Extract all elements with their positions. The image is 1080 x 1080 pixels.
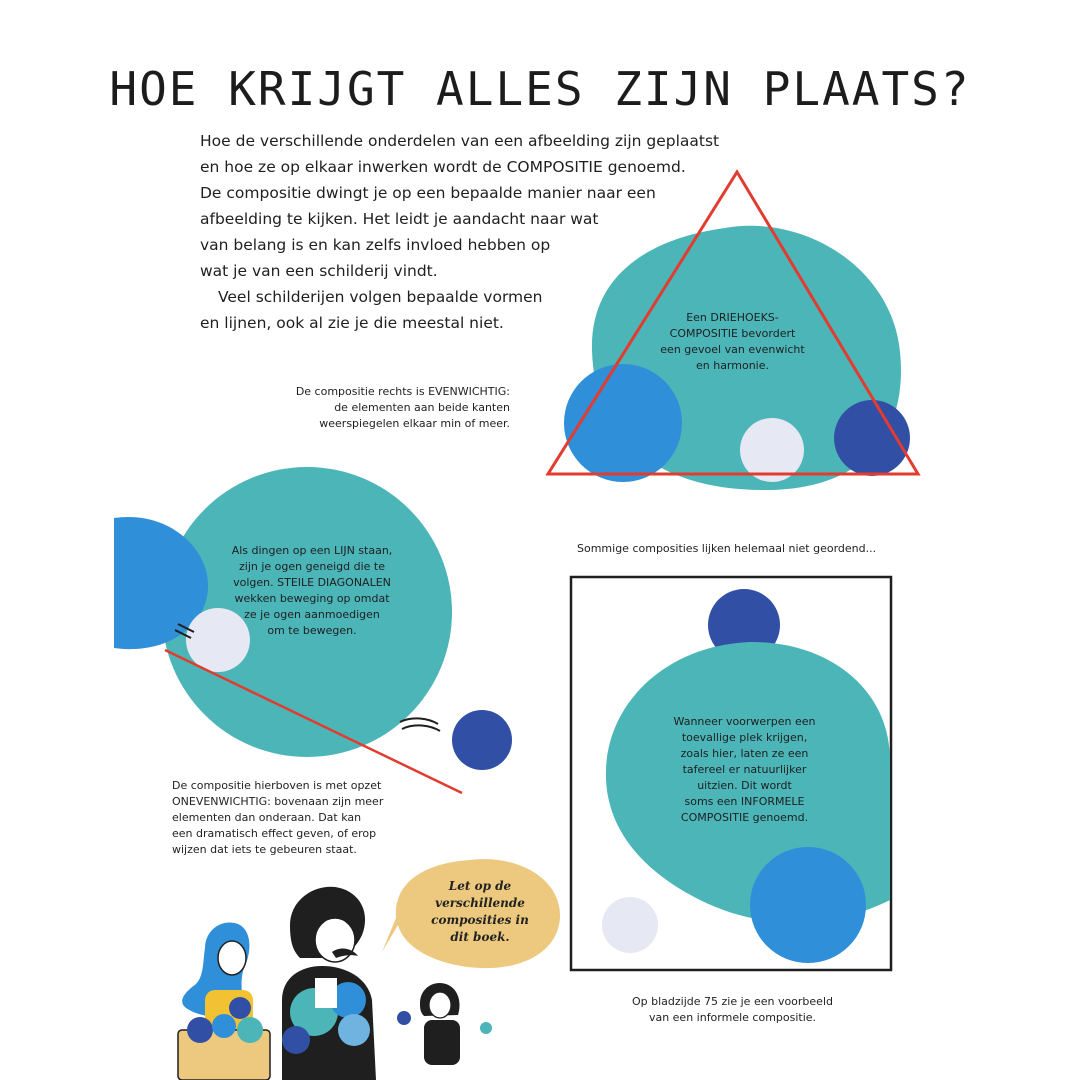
line-label bbox=[222, 543, 402, 639]
caption-line: de elementen aan beide kanten bbox=[334, 401, 510, 414]
informal-text-line: Wanneer voorwerpen een bbox=[673, 715, 816, 728]
line-text-line: wekken beweging op omdat bbox=[234, 592, 390, 605]
blue-circle-bottom-right bbox=[750, 847, 866, 963]
caption-line: De compositie rechts is EVENWICHTIG: bbox=[295, 385, 510, 398]
caption-line: De compositie hierboven is met opzet bbox=[172, 779, 382, 792]
intro-line: afbeelding te kijken. Het leidt je aandacht naar wat bbox=[200, 210, 599, 228]
caption-line: weerspiegelen elkaar min of meer. bbox=[319, 417, 510, 430]
blue-circle-left bbox=[564, 364, 682, 482]
intro-line: van belang is en kan zelfs invloed hebben op bbox=[200, 236, 551, 254]
speech-line: dit boek. bbox=[450, 930, 510, 944]
balanced-caption bbox=[270, 384, 510, 432]
speech-line: verschillende bbox=[435, 896, 525, 910]
triangle-text-line: COMPOSITIE bevordert bbox=[669, 327, 796, 340]
intro-line: wat je van een schilderij vindt. bbox=[200, 262, 438, 280]
line-text-line: Als dingen op een LIJN staan, bbox=[231, 544, 393, 557]
informal-text-line: soms een INFORMELE bbox=[684, 795, 805, 808]
triangle-text-line: een gevoel van evenwicht bbox=[660, 343, 805, 356]
line-text-line: ze je ogen aanmoedigen bbox=[244, 608, 380, 621]
box-ball-3 bbox=[237, 1017, 263, 1043]
line-text-line: volgen. STEILE DIAGONALEN bbox=[233, 576, 391, 589]
lavender-circle-middle bbox=[740, 418, 804, 482]
intro-paragraph bbox=[200, 128, 800, 336]
caption-line: een dramatisch effect geven, of erop bbox=[172, 827, 377, 840]
caption-line: Op bladzijde 75 zie je een voorbeeld bbox=[632, 995, 833, 1008]
motion-lines-lower bbox=[400, 718, 440, 731]
box-ball-1 bbox=[187, 1017, 213, 1043]
navy-circle-lower bbox=[452, 710, 512, 770]
intro-line: De compositie dwingt je op een bepaalde manier naar een bbox=[200, 184, 656, 202]
line-text-line: zijn je ogen geneigd die te bbox=[238, 560, 385, 573]
man-ball-4 bbox=[282, 1026, 310, 1054]
triangle-text-line: en harmonie. bbox=[695, 359, 769, 372]
page-title: HOE KRIJGT ALLES ZIJN PLAATS? bbox=[109, 62, 971, 116]
caption-line: wijzen dat iets te gebeuren staat. bbox=[172, 843, 357, 856]
intro-line: Veel schilderijen volgen bepaalde vormen bbox=[218, 288, 543, 306]
child-face bbox=[429, 992, 451, 1018]
child-body bbox=[424, 1020, 460, 1065]
informal-text-line: toevallige plek krijgen, bbox=[681, 731, 808, 744]
man-ball-3 bbox=[338, 1014, 370, 1046]
triangle-text-line: Een DRIEHOEKS- bbox=[686, 311, 779, 324]
speech-line: composities in bbox=[431, 913, 529, 927]
informal-text-line: uitzien. Dit wordt bbox=[697, 779, 792, 792]
informal-text-line: COMPOSITIE genoemd. bbox=[680, 811, 809, 824]
caption-line: van een informele compositie. bbox=[648, 1011, 817, 1024]
informal-text-line: zoals hier, laten ze een bbox=[680, 747, 809, 760]
lavender-circle-bottom-left bbox=[602, 897, 658, 953]
man-shirt bbox=[315, 978, 337, 1008]
box-ball-4 bbox=[229, 997, 251, 1019]
unbalanced-caption bbox=[172, 778, 402, 858]
caption-line: elementen dan onderaan. Dat kan bbox=[172, 811, 362, 824]
informal-caption bbox=[620, 994, 845, 1026]
informal-intro: Sommige composities lijken helemaal niet geordend... bbox=[577, 542, 877, 555]
speech-bubble-text bbox=[410, 878, 550, 946]
caption-line: ONEVENWICHTIG: bovenaan zijn meer bbox=[172, 795, 384, 808]
girl-face bbox=[218, 941, 246, 975]
informal-label bbox=[662, 714, 827, 826]
triangle-label bbox=[655, 310, 810, 374]
intro-line: Hoe de verschillende onderdelen van een afbeelding zijn geplaatst bbox=[200, 132, 720, 150]
speech-line: Let op de bbox=[448, 879, 512, 893]
child-ball-left bbox=[397, 1011, 411, 1025]
box-ball-2 bbox=[212, 1014, 236, 1038]
line-text-line: om te bewegen. bbox=[267, 624, 357, 637]
informal-text-line: tafereel er natuurlijker bbox=[682, 763, 807, 776]
intro-line: en hoe ze op elkaar inwerken wordt de COMPOSITIE genoemd. bbox=[200, 158, 686, 176]
child-ball-right bbox=[480, 1022, 492, 1034]
navy-circle-right bbox=[834, 400, 910, 476]
intro-line: en lijnen, ook al zie je die meestal niet. bbox=[200, 314, 504, 332]
